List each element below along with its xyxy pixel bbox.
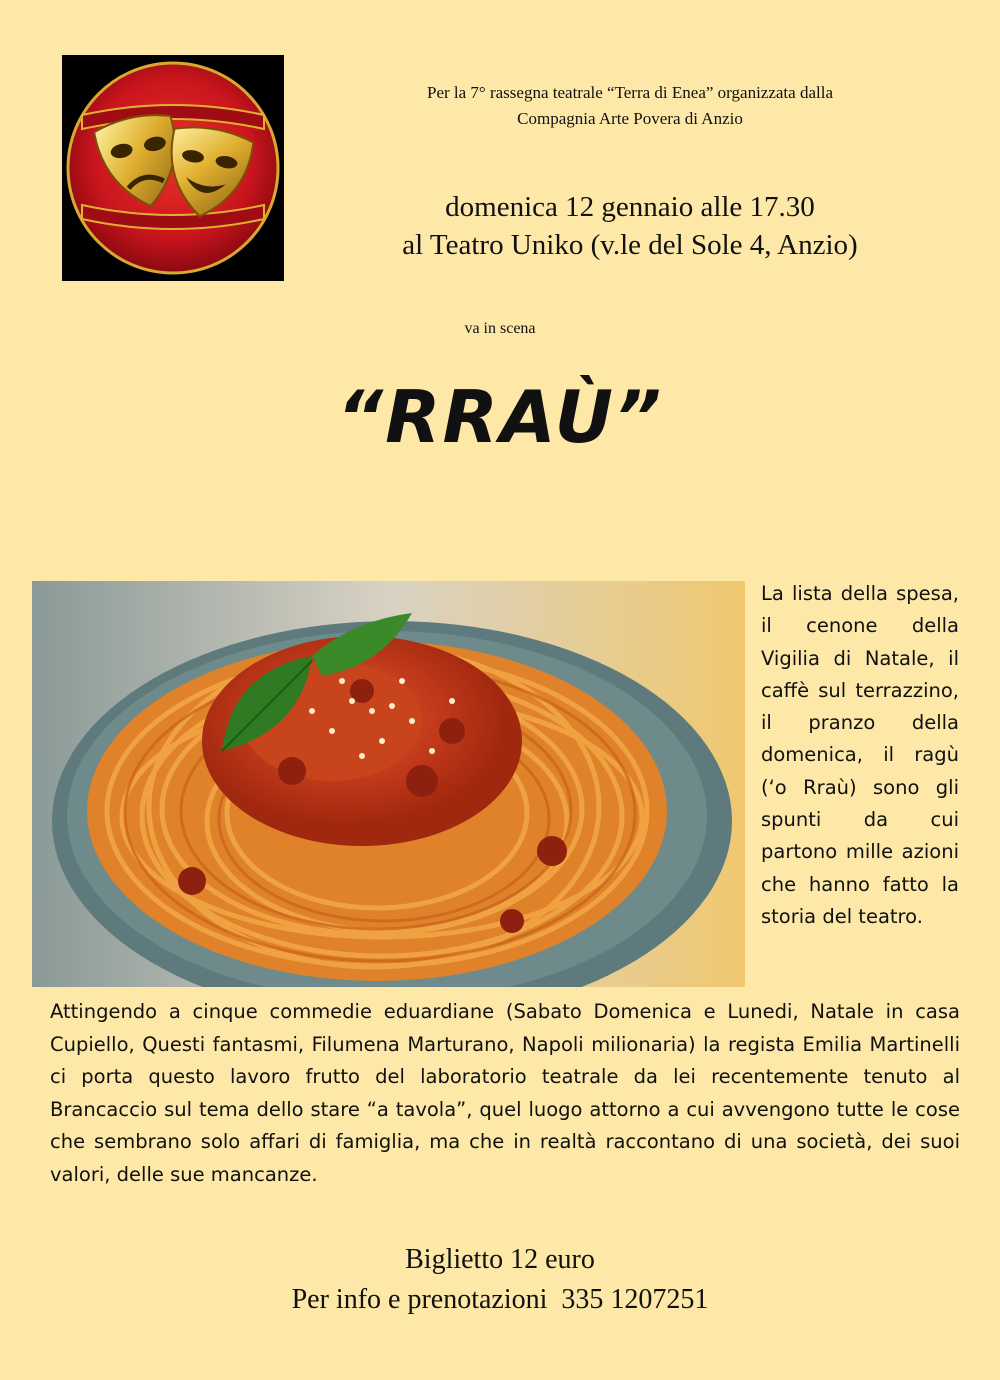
ticket-info <box>0 1240 1000 1320</box>
festival-intro <box>320 80 940 132</box>
description-body-text: Attingendo a cinque commedie eduardiane (Sabato Domenica e Lunedi, Natale in casa Cupiello, Questi fantasmi, Filumena Marturano, Napoli milionaria) la regista Emilia Martinelli ci porta questo lavoro frutto del laboratorio teatrale da lei recentemente tenuto al Brancaccio sul tema dello stare “a tavola”, quel luogo attorno a cui avvengono tutte le cose che sembrano solo affari di famiglia, ma che in realtà raccontano di una società, dei suoi valori, delle sue mancanze. <box>50 1000 960 1186</box>
event-date: domenica 12 gennaio alle 17.30 <box>445 191 815 223</box>
intro-line-2: Compagnia Arte Povera di Anzio <box>517 109 743 128</box>
description-side-text: La lista della spesa, il cenone della Vigilia di Natale, il caffè sul terrazzino, il pranzo della domenica, il ragù (‘o Rraù) sono gli spunti da cui partono mille azioni che hanno fatto la storia del teatro. <box>761 582 959 928</box>
show-title: “RRAÙ” <box>336 375 664 459</box>
event-details <box>310 188 950 264</box>
theatre-masks-logo-icon <box>62 55 284 281</box>
va-in-scena-label: va in scena <box>464 320 536 337</box>
booking-phone: Per info e prenotazioni 335 1207251 <box>291 1284 709 1315</box>
event-venue: al Teatro Uniko (v.le del Sole 4, Anzio) <box>402 229 858 261</box>
intro-line-1: Per la 7° rassegna teatrale “Terra di Enea” organizzata dalla <box>427 83 833 102</box>
spaghetti-photo-image <box>32 581 745 987</box>
ticket-price: Biglietto 12 euro <box>405 1244 595 1275</box>
